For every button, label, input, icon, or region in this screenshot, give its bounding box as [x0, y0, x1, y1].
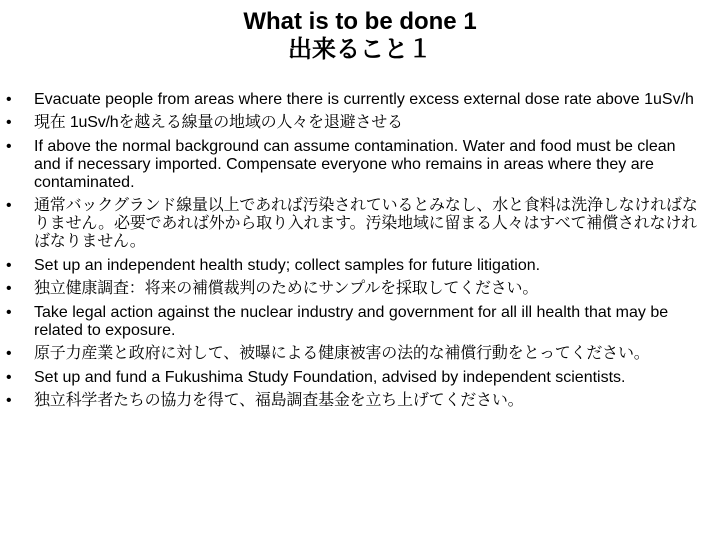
bullet-item: [6, 257, 706, 275]
bullet-item: [6, 304, 706, 340]
slide-title: [0, 8, 720, 64]
bullet-text: Set up an independent health study; collect samples for future litigation.: [34, 257, 541, 274]
bullet-icon: •: [6, 304, 12, 321]
bullet-list: [6, 91, 706, 416]
bullet-item: [6, 345, 706, 363]
bullet-text: Evacuate people from areas where there is currently excess external dose rate above 1uSv/h: [34, 91, 694, 108]
bullet-text: 通常バックグランド線量以上であれば汚染されているとみなし、水と食料は洗浄しなければなりません。必要であれば外から取り入れます。汚染地域に留まる人々はすべて補償されなければなりません。: [34, 197, 698, 250]
bullet-item: [6, 280, 706, 298]
bullet-icon: •: [6, 91, 12, 108]
bullet-item: [6, 114, 706, 132]
title-japanese: 出来ること１: [288, 36, 432, 63]
bullet-text: 原子力産業と政府に対して、被曝による健康被害の法的な補償行動をとってください。: [34, 345, 650, 362]
bullet-icon: •: [6, 345, 12, 362]
bullet-icon: •: [6, 369, 12, 386]
bullet-icon: •: [6, 392, 12, 409]
bullet-item: [6, 369, 706, 387]
bullet-item: [6, 91, 706, 109]
bullet-icon: •: [6, 197, 12, 214]
title-english: What is to be done 1: [243, 8, 477, 35]
bullet-icon: •: [6, 138, 12, 155]
bullet-item: [6, 197, 706, 251]
bullet-icon: •: [6, 257, 12, 274]
bullet-item: [6, 392, 706, 410]
bullet-text: Take legal action against the nuclear industry and government for all ill health that may be related to exposure.: [34, 304, 669, 339]
bullet-text: 独立科学者たちの協力を得て、福島調査基金を立ち上げてください。: [34, 392, 524, 409]
bullet-icon: •: [6, 280, 12, 297]
bullet-item: [6, 138, 706, 192]
bullet-text: 独立健康調査：将来の補償裁判のためにサンプルを採取してください。: [34, 280, 539, 297]
bullet-text: Set up and fund a Fukushima Study Foundation, advised by independent scientists.: [34, 369, 626, 386]
bullet-icon: •: [6, 114, 12, 131]
bullet-text: If above the normal background can assume contamination. Water and food must be clean and if necessary imported. Compensate everyone who remains in areas where they are contaminated.: [34, 138, 676, 191]
bullet-text: 現在 1uSv/hを越える線量の地域の人々を退避させる: [34, 114, 403, 131]
